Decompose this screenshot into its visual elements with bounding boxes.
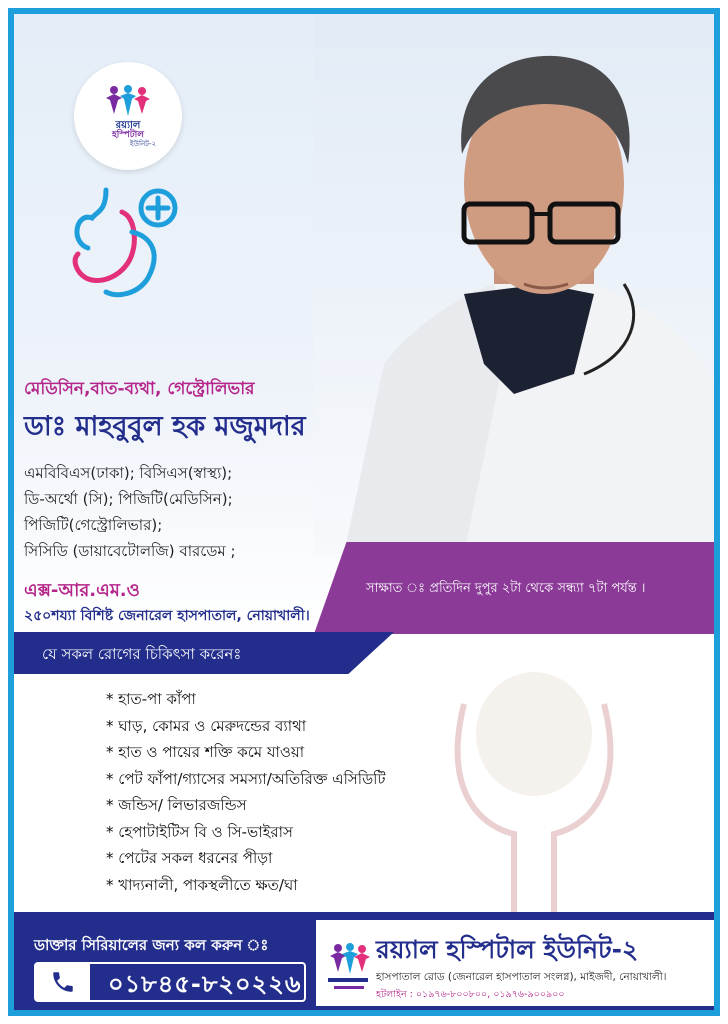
logo-line-1: রয়্যাল: [115, 119, 141, 131]
logo-line-2: হস্পিটাল: [112, 129, 144, 140]
list-item: * জন্ডিস/ লিভারজন্ডিস: [106, 796, 247, 814]
phone-number[interactable]: ০১৮৪৫-৮২০২২৬: [108, 970, 302, 998]
doctor-degrees: [24, 460, 236, 564]
degree-line: ডি-অর্থো (সি); পিজিটি(মেডিসিন);: [24, 490, 233, 508]
footer-logo-icon: [324, 938, 372, 998]
list-item: * ঘাড়, কোমর ও মেরুদন্ডের ব্যাথা: [106, 716, 307, 735]
people-logo-icon: [98, 84, 158, 120]
footer-hotline: হটলাইন : ০১৯৭৬-৮০০৮০০, ০১৯৭৬-৯০০৯০০: [376, 989, 565, 1000]
phone-icon: [50, 969, 76, 995]
degree-line: পিজিটি(গেস্ট্রোলিভার);: [24, 516, 163, 534]
phone-icon-box: [36, 964, 90, 1000]
hospital-logo: [74, 62, 182, 170]
doctor-hospital: ২৫০শয্যা বিশিষ্ট জেনারেল হাসপাতাল, নোয়াখালী।: [24, 608, 310, 624]
list-item: * পেটের সকল ধরনের পীড়া: [106, 849, 273, 867]
brain-stethoscope-icon: [434, 664, 634, 924]
stomach-icon: [66, 182, 196, 302]
disease-list: [106, 686, 386, 898]
list-item: * খাদ্যনালী, পাকস্থলীতে ক্ষত/ঘা: [106, 875, 298, 894]
logo-line-3: ইউনিট-২: [129, 139, 157, 148]
doctor-photo: [344, 34, 720, 554]
list-item: * হাত ও পায়ের শক্তি কমে যাওয়া: [106, 743, 305, 761]
poster-frame: [8, 8, 720, 1016]
degree-line: সিসিডি (ডায়াবেটোলজি) বারডেম ;: [24, 542, 236, 560]
diseases-header: যে সকল রোগের চিকিৎসা করেনঃ: [42, 645, 242, 663]
footer-hospital-name: রয়্যাল হস্পিটাল ইউনিট-২: [376, 935, 639, 964]
list-item: * পেট ফাঁপা/গ্যাসের সমস্যা/অতিরিক্ত এসিডিটি: [106, 769, 386, 788]
degree-line: এমবিবিএস(ঢাকা); বিসিএস(স্বাস্থ্য);: [24, 464, 233, 482]
footer-address: হাসপাতাল রোড (জেনারেল হাসপাতাল সংলগ্ন), মাইজদী, নোয়াখালী।: [376, 971, 667, 983]
call-label: ডাক্তার সিরিয়ালের জন্য কল করুন ঃ: [34, 936, 269, 954]
visiting-hours-text: সাক্ষাত ঃ প্রতিদিন দুপুর ২টা থেকে সন্ধ্যা ৭টা পর্যন্ত ।: [366, 581, 646, 596]
doctor-designation: এক্স-আর.এম.ও: [24, 580, 140, 601]
doctor-name: ডাঃ মাহবুবুল হক মজুমদার: [24, 411, 306, 442]
list-item: * হেপাটাইটিস বি ও সি-ভাইরাস: [106, 822, 293, 841]
list-item: * হাত-পা কাঁপা: [106, 690, 196, 708]
doctor-specialty: মেডিসিন,বাত-ব্যথা, গেস্ট্রোলিভার: [24, 379, 255, 399]
